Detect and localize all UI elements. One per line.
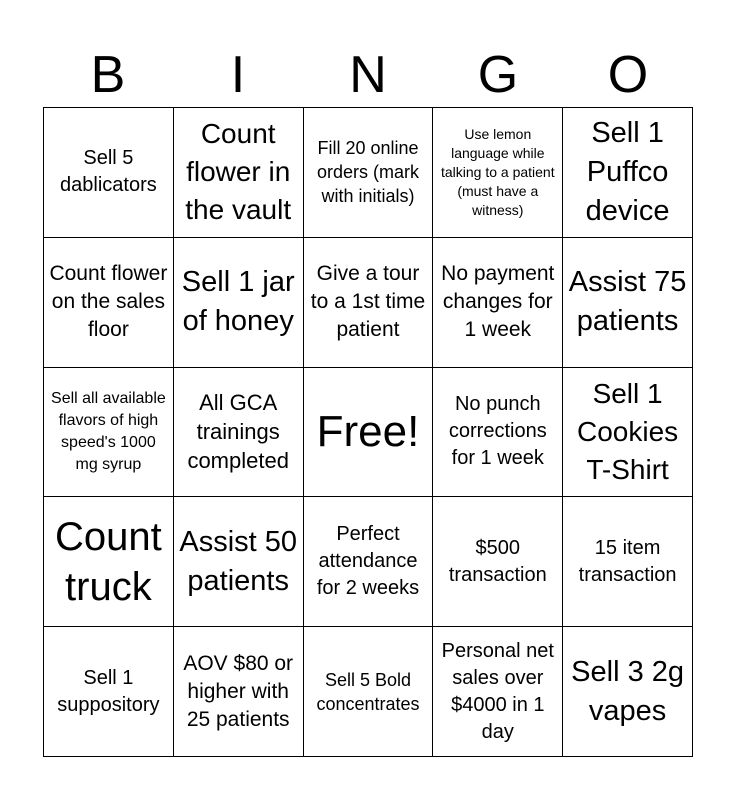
bingo-cell-text: No punch corrections for 1 week (448, 393, 547, 470)
bingo-cell[interactable] (563, 108, 693, 238)
bingo-cell-text: Sell 1 jar of honey (181, 266, 295, 338)
bingo-cell-text: All GCA trainings completed (187, 390, 289, 474)
bingo-cell-text: Fill 20 online orders (mark with initials) (316, 138, 419, 207)
bingo-cell[interactable] (563, 627, 693, 757)
bingo-cell-free[interactable] (304, 368, 434, 498)
bingo-cell[interactable] (304, 238, 434, 368)
header-letter-b: B (90, 46, 126, 104)
bingo-cell-text: Sell 5 dablicators (60, 147, 157, 197)
bingo-cell[interactable] (433, 108, 563, 238)
bingo-cell-text: Assist 75 patients (568, 266, 687, 338)
bingo-cell[interactable] (174, 368, 304, 498)
bingo-cell-text: Personal net sales over $4000 in 1 day (441, 639, 554, 743)
bingo-cell[interactable] (433, 238, 563, 368)
bingo-cell[interactable] (44, 497, 174, 627)
bingo-grid (43, 107, 693, 757)
bingo-cell-text: Sell 1 Puffco device (585, 116, 670, 227)
bingo-cell[interactable] (174, 497, 304, 627)
bingo-cell[interactable] (174, 108, 304, 238)
bingo-cell-text: Assist 50 patients (179, 525, 298, 597)
bingo-cell-text: Sell 1 suppository (57, 666, 160, 716)
bingo-cell-text: Count truck (55, 514, 162, 609)
header-letter-n: N (349, 46, 387, 104)
bingo-cell-text: Sell all available flavors of high speed's 1000 mg syrup (51, 389, 166, 473)
bingo-cell[interactable] (304, 108, 434, 238)
bingo-cell[interactable] (174, 627, 304, 757)
bingo-cell-text: $500 transaction (448, 536, 547, 586)
bingo-cell-text: Sell 3 2g vapes (571, 655, 685, 727)
bingo-cell[interactable] (304, 627, 434, 757)
bingo-cell[interactable] (433, 368, 563, 498)
bingo-cell-text: AOV $80 or higher with 25 patients (183, 651, 294, 731)
bingo-cell[interactable] (433, 627, 563, 757)
bingo-cell[interactable] (44, 627, 174, 757)
bingo-cell[interactable] (44, 368, 174, 498)
bingo-cell-text: No payment changes for 1 week (441, 262, 555, 342)
bingo-cell-text: Count flower on the sales floor (49, 262, 168, 342)
bingo-cell[interactable] (44, 238, 174, 368)
bingo-cell[interactable] (563, 497, 693, 627)
bingo-cell-text: Use lemon language while talking to a patient (must have a witness) (440, 125, 555, 218)
bingo-cell-text: Sell 5 Bold concentrates (316, 669, 420, 714)
bingo-cell-text: Sell 1 Cookies T-Shirt (577, 377, 679, 485)
bingo-cell-text: Perfect attendance for 2 weeks (316, 523, 420, 600)
bingo-cell[interactable] (433, 497, 563, 627)
bingo-cell-text: Give a tour to a 1st time patient (310, 262, 426, 342)
bingo-cell-text: 15 item transaction (578, 536, 677, 586)
bingo-cell[interactable] (304, 497, 434, 627)
header-letter-i: I (230, 46, 246, 104)
bingo-cell[interactable] (563, 238, 693, 368)
bingo-cell-text: Free! (316, 406, 420, 456)
bingo-cell-text: Count flower in the vault (185, 118, 292, 226)
bingo-header (43, 44, 693, 106)
bingo-cell[interactable] (563, 368, 693, 498)
bingo-cell[interactable] (174, 238, 304, 368)
header-letter-g: G (477, 46, 519, 104)
bingo-cell[interactable] (44, 108, 174, 238)
header-letter-o: O (607, 46, 649, 104)
